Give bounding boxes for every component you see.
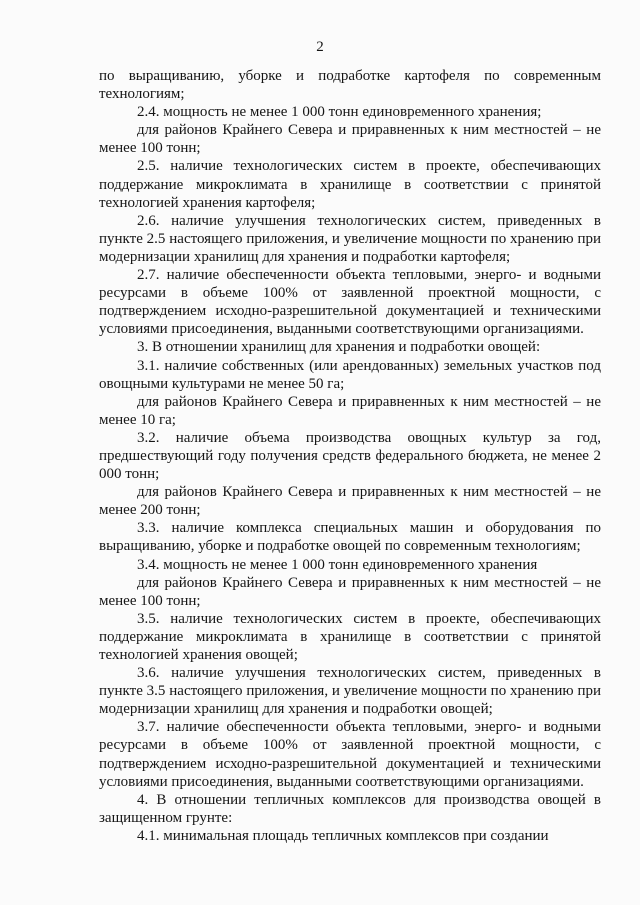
section-3-heading: 3. В отношении хранилищ для хранения и подработки овощей:	[137, 339, 541, 356]
clause-2-6: 2.6. наличие улучшения технологических систем, приведенных в пункте 2.5 настоящего приложения, и увеличение мощности по хранению при модернизации хранилищ для хранения и подработки картофеля;	[99, 212, 601, 265]
clause-4-1: 4.1. минимальная площадь тепличных комплексов при создании	[137, 827, 549, 844]
paragraph-continuation: по выращиванию, уборке и подработке картофеля по современным технологиям;	[99, 68, 601, 103]
clause-3-3: 3.3. наличие комплекса специальных машин и оборудования по выращиванию, уборке и подработке овощей по современным технологиям;	[99, 520, 601, 555]
clause-2-5: 2.5. наличие технологических систем в проекте, обеспечивающих поддержание микроклимата в хранилище в соответствии с принятой технологией хранения картофеля;	[99, 158, 601, 211]
clause-3-4-north: для районов Крайнего Севера и приравненных к ним местностей – не менее 100 тонн;	[99, 574, 601, 609]
clause-3-1-north: для районов Крайнего Севера и приравненных к ним местностей – не менее 10 га;	[99, 393, 601, 428]
clause-3-7: 3.7. наличие обеспеченности объекта тепловыми, энерго- и водными ресурсами в объеме 100% от заявленной проектной мощности, с подтверждением исходно-разрешительной документацией и техническими условиями присоединения, выданными соответствующими организациями.	[99, 719, 601, 790]
page-number: 2	[316, 39, 324, 55]
clause-2-4-north: для районов Крайнего Севера и приравненных к ним местностей – не менее 100 тонн;	[99, 122, 601, 157]
clause-3-5: 3.5. наличие технологических систем в проекте, обеспечивающих поддержание микроклимата в хранилище в соответствии с принятой технологией хранения овощей;	[99, 610, 601, 663]
clause-3-2-north: для районов Крайнего Севера и приравненных к ним местностей – не менее 200 тонн;	[99, 484, 601, 519]
document-body	[99, 67, 601, 845]
clause-2-4: 2.4. мощность не менее 1 000 тонн единовременного хранения;	[137, 104, 542, 121]
clause-3-6: 3.6. наличие улучшения технологических систем, приведенных в пункте 3.5 настоящего приложения, и увеличение мощности по хранению при модернизации хранилищ для хранения и подработки овощей;	[99, 665, 601, 718]
clause-2-7: 2.7. наличие обеспеченности объекта тепловыми, энерго- и водными ресурсами в объеме 100% от заявленной проектной мощности, с подтверждением исходно-разрешительной документацией и техническими условиями присоединения, выданными соответствующими организациями.	[99, 267, 601, 338]
clause-3-4: 3.4. мощность не менее 1 000 тонн единовременного хранения	[137, 556, 538, 573]
clause-3-1: 3.1. наличие собственных (или арендованных) земельных участков под овощными культурами не менее 50 га;	[99, 357, 601, 392]
clause-3-2: 3.2. наличие объема производства овощных культур за год, предшествующий году получения средств федерального бюджета, не менее 2 000 тонн;	[99, 429, 601, 483]
section-4-heading: 4. В отношении тепличных комплексов для производства овощей в защищенном грунте:	[99, 791, 601, 826]
